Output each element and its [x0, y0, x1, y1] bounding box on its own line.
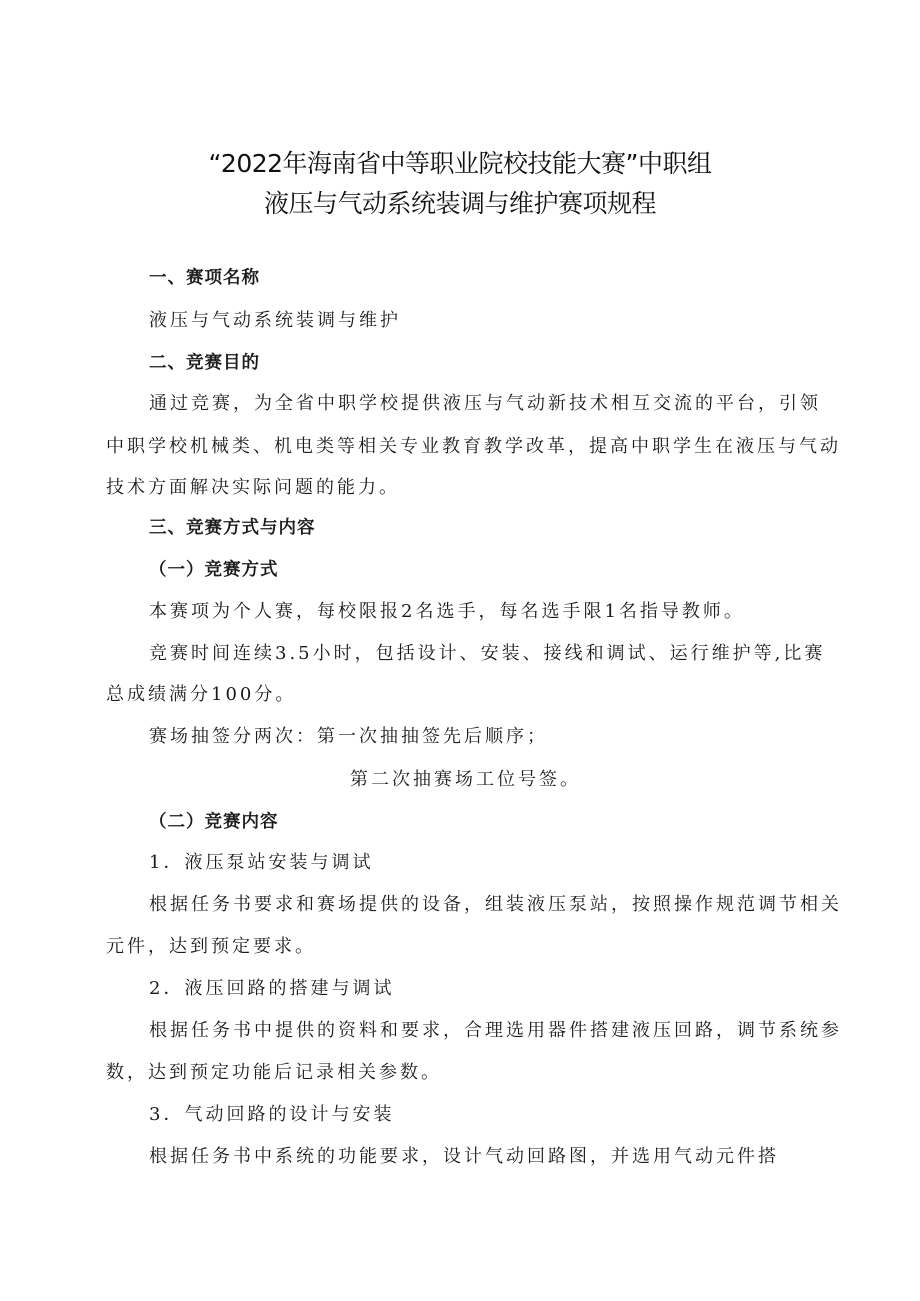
event-name-text: 液压与气动系统装调与维护 [149, 310, 401, 331]
purpose-paragraph-line3: 技术方面解决实际问题的能力。 [106, 477, 400, 498]
format-paragraph-2-line2: 总成绩满分100分。 [106, 684, 297, 705]
section-heading-event-name: 一、赛项名称 [149, 268, 260, 288]
content-item3-line1: 根据任务书中系统的功能要求，设计气动回路图，并选用气动元件搭 [149, 1146, 779, 1167]
document-title-line2: 液压与气动系统装调与维护赛项规程 [263, 189, 656, 218]
document-title-line1: “2022年海南省中等职业院校技能大赛”中职组 [208, 149, 712, 178]
content-item2-line2: 数，达到预定功能后记录相关参数。 [106, 1062, 442, 1083]
section-heading-format-content: 三、竞赛方式与内容 [149, 518, 316, 538]
subsection-heading-content: （二）竞赛内容 [149, 812, 279, 832]
purpose-paragraph-line2: 中职学校机械类、机电类等相关专业教育教学改革，提高中职学生在液压与气动 [106, 436, 841, 457]
content-item2-line1: 根据任务书中提供的资料和要求，合理选用器件搭建液压回路，调节系统参 [149, 1020, 842, 1041]
content-item1-line2: 元件，达到预定要求。 [106, 936, 316, 957]
content-item1-line1: 根据任务书要求和赛场提供的设备，组装液压泵站，按照操作规范调节相关 [149, 894, 842, 915]
format-paragraph-2-line1: 竞赛时间连续3.5小时，包括设计、安装、接线和调试、运行维护等,比赛 [149, 643, 826, 664]
format-paragraph-3-line1: 赛场抽签分两次：第一次抽抽签先后顺序； [149, 726, 548, 747]
purpose-paragraph-line1: 通过竞赛，为全省中职学校提供液压与气动新技术相互交流的平台，引领 [149, 393, 821, 414]
format-paragraph-3-line2: 第二次抽赛场工位号签。 [350, 769, 581, 790]
content-item1-heading: 1．液压泵站安装与调试 [149, 852, 374, 873]
format-paragraph-1: 本赛项为个人赛，每校限报2名选手，每名选手限1名指导教师。 [149, 601, 745, 622]
section-heading-purpose: 二、竞赛目的 [149, 353, 260, 373]
content-item2-heading: 2．液压回路的搭建与调试 [149, 978, 395, 999]
content-item3-heading: 3．气动回路的设计与安装 [149, 1104, 395, 1125]
subsection-heading-format: （一）竞赛方式 [149, 560, 279, 580]
